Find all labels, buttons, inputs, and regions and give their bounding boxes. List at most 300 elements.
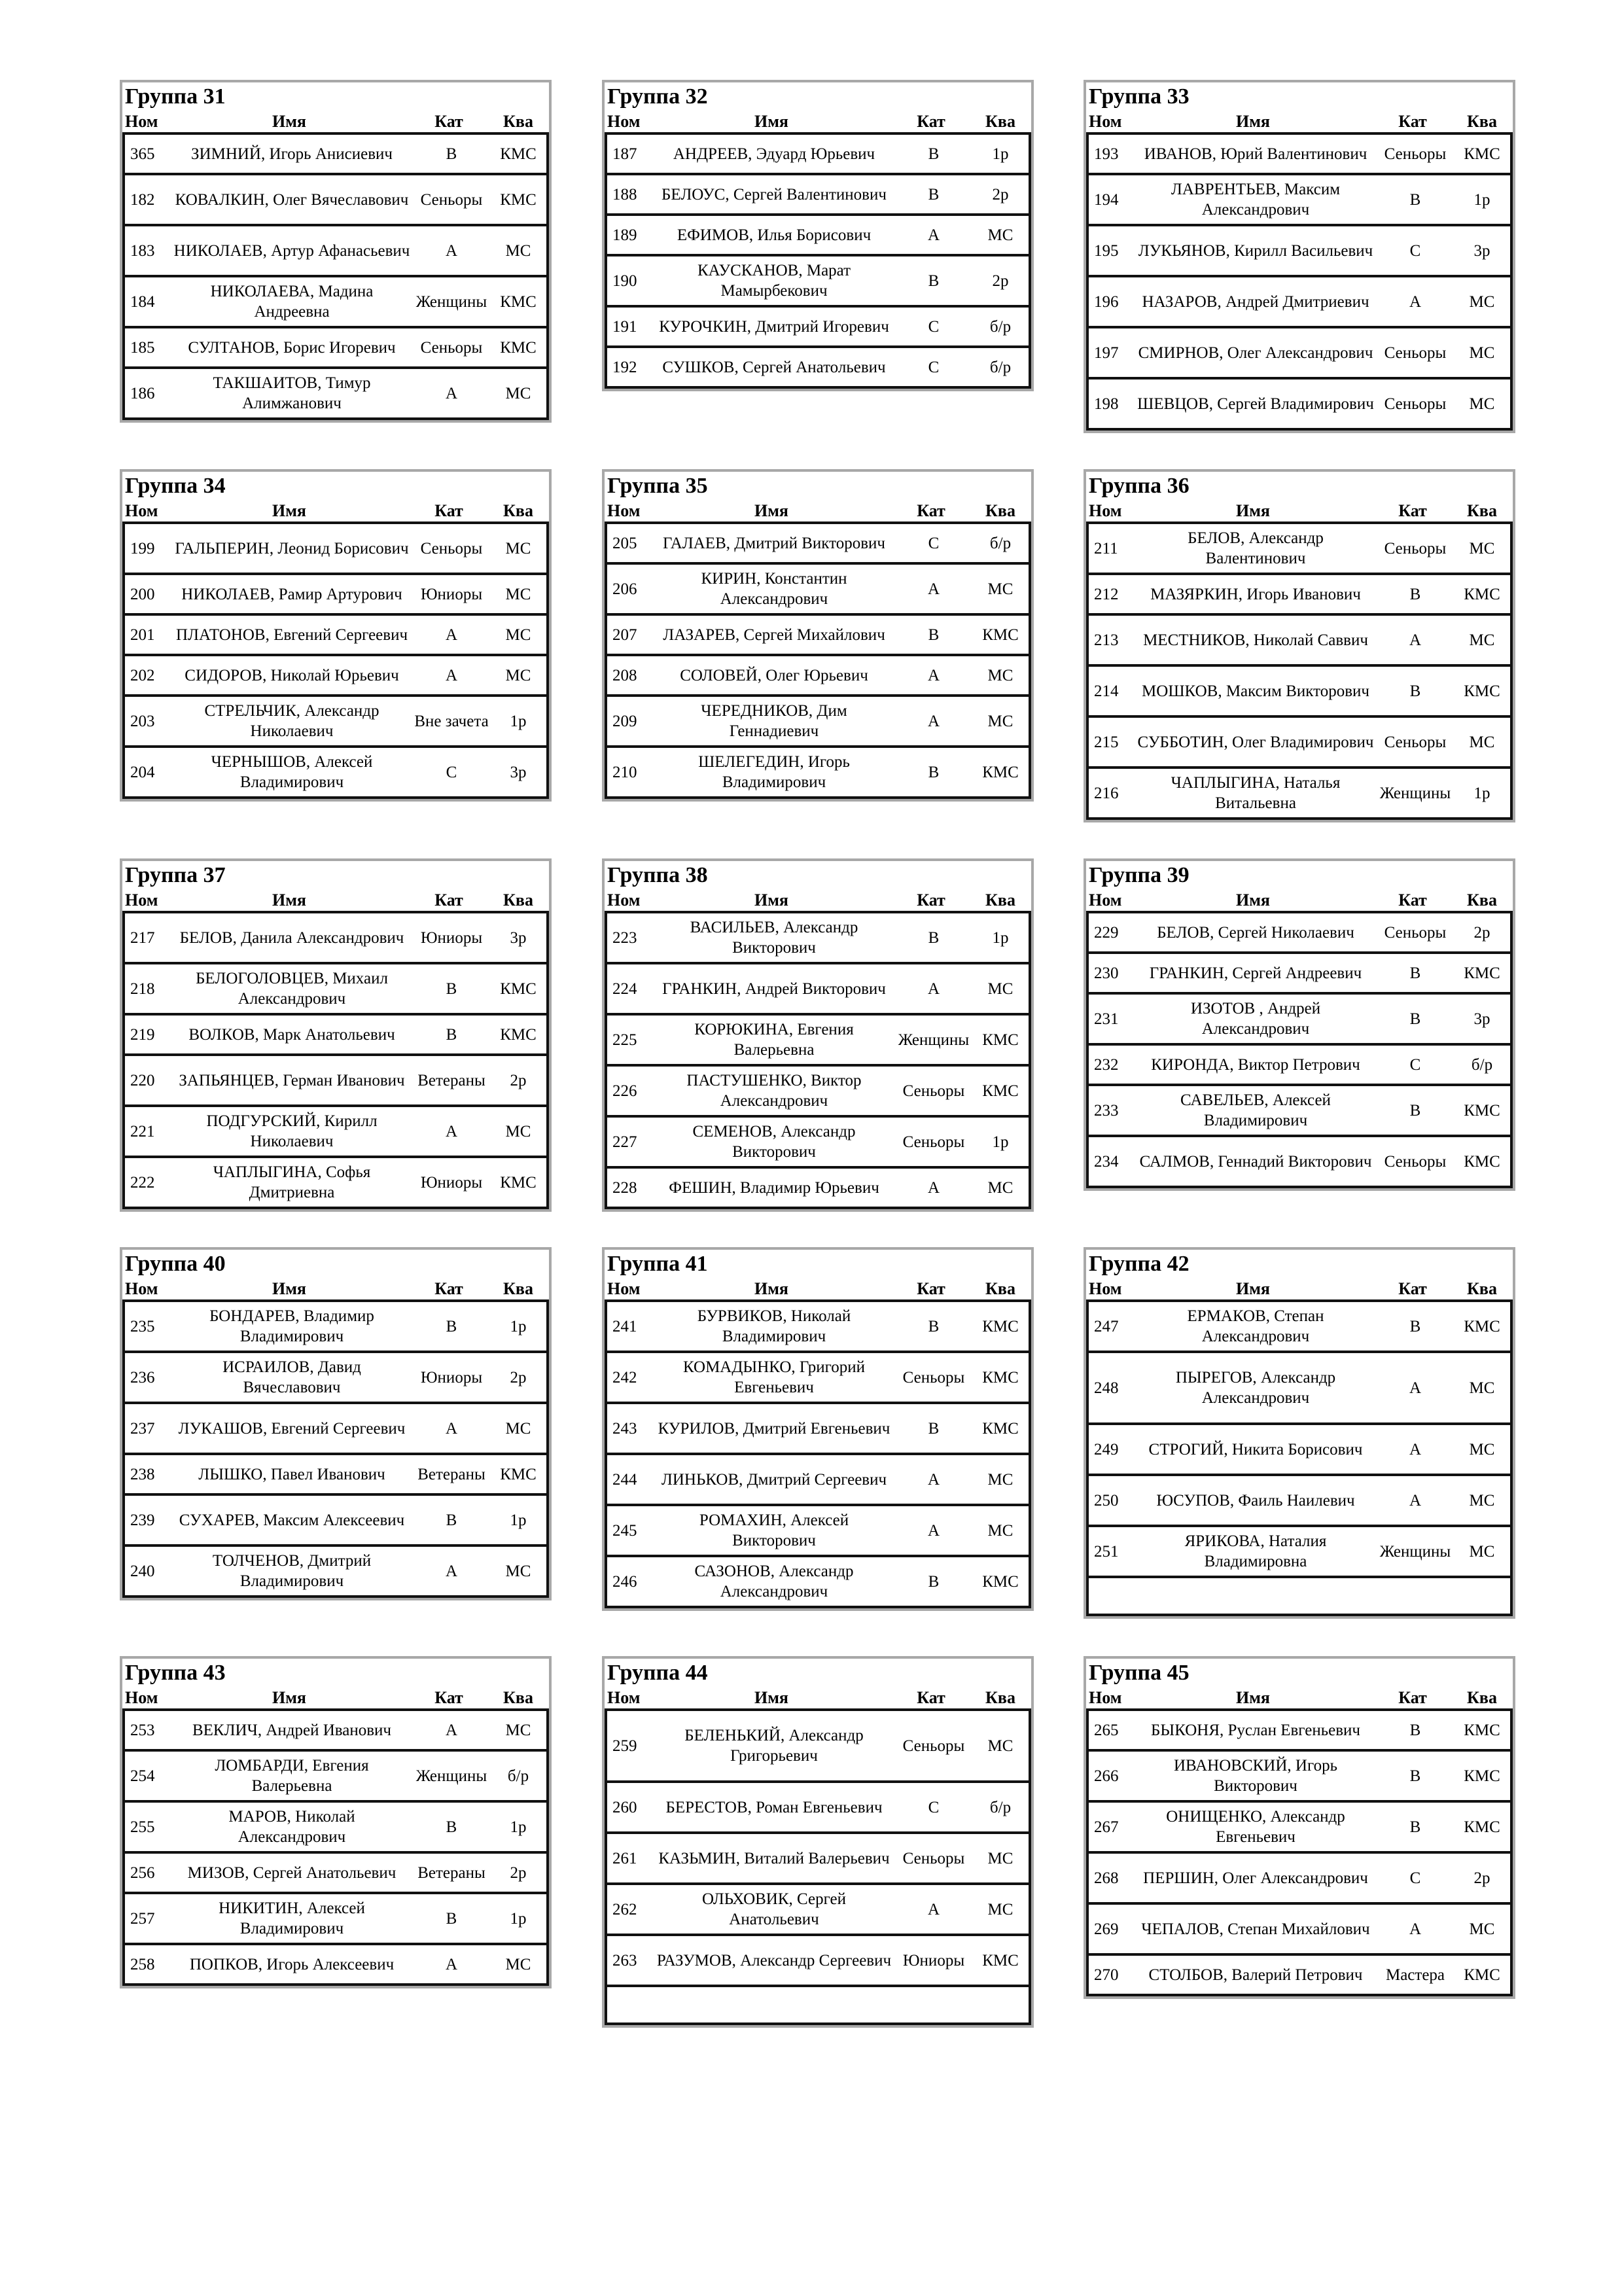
table-row [607,1711,1029,1783]
cell-name: МИЗОВ, Сергей Анатольевич [187,1863,397,1882]
cell-name: КАЗЬМИН, Виталий Валерьевич [658,1849,890,1867]
cell-kva: КМС [982,1419,1019,1438]
cell-name: ЛАЗАРЕВ, Сергей Михайлович [663,626,885,644]
header-cat: Кат [917,1279,945,1298]
cell-num: 229 [1094,923,1119,942]
cell-num: 193 [1094,145,1119,163]
cell-cat: С [928,534,940,552]
cell-kva: МС [1469,292,1495,311]
table-row [1089,175,1510,226]
cell-num: 246 [612,1572,637,1591]
cell-kva: 1р [1473,190,1490,209]
cell-name: НИКОЛАЕВА, Мадина Андреевна [210,283,374,321]
header-cat: Кат [1398,1688,1427,1707]
cell-name: СИДОРОВ, Николай Юрьевич [185,666,399,684]
cell-name: ТОЛЧЕНОВ, Дмитрий Владимирович [212,1552,372,1590]
cell-num: 232 [1094,1055,1119,1074]
cell-cat: С [1409,241,1421,260]
cell-cat: Сеньоры [902,1133,965,1151]
cell-cat: В [446,1909,457,1928]
cell-num: 259 [612,1737,637,1755]
group-title: Группа 44 [607,1661,708,1685]
table-header [122,111,549,135]
cell-name: ЛЫШКО, Павел Иванович [198,1465,385,1483]
empty-row [1089,1578,1510,1616]
cell-kva: МС [1469,1491,1495,1510]
group-table [602,1656,1034,2028]
cell-cat: В [928,928,940,947]
cell-kva: 3р [510,928,527,947]
cell-cat: Юниоры [420,1368,483,1386]
cell-kva: МС [1469,344,1495,362]
cell-num: 187 [612,145,637,163]
cell-kva: б/р [507,1767,529,1785]
cell-num: 267 [1094,1818,1119,1836]
table-row [607,964,1029,1016]
header-cat: Кат [917,112,945,131]
table-row [1089,135,1510,175]
cell-num: 195 [1094,241,1119,260]
table-row [1089,226,1510,277]
table-row [125,697,546,748]
cell-name: ТАКШАИТОВ, Тимур Алимжанович [213,374,371,412]
cell-kva: 2р [510,1863,527,1882]
cell-name: МЕСТНИКОВ, Николай Саввич [1143,631,1368,649]
cell-name: АНДРЕЕВ, Эдуард Юрьевич [673,145,875,163]
table-row [1089,1353,1510,1425]
cell-num: 185 [130,338,155,357]
table-row [1089,524,1510,575]
table-row [1089,1086,1510,1137]
header-num: Ном [607,501,641,520]
cell-cat: А [1409,631,1422,649]
cell-kva: 2р [510,1368,527,1386]
table-header [1086,111,1513,135]
cell-cat: В [928,185,940,203]
cell-cat: Сеньоры [1384,145,1447,163]
header-name: Имя [272,1688,306,1707]
cell-num: 224 [612,980,637,998]
table-row [125,1107,546,1158]
table-row [1089,277,1510,328]
cell-cat: Юниоры [420,585,483,603]
table-row [1089,913,1510,954]
cell-kva: МС [987,1900,1014,1918]
cell-kva: МС [1469,1440,1495,1458]
group-title: Группа 32 [607,84,708,109]
cell-name: ПОДГУРСКИЙ, Кирилл Николаевич [206,1112,378,1150]
table-body [1086,1711,1513,1996]
header-kva: Ква [985,1688,1015,1707]
cell-kva: КМС [1464,682,1500,700]
table-row [125,1056,546,1107]
cell-name: НАЗАРОВ, Андрей Дмитриевич [1142,292,1369,311]
cell-kva: 3р [510,763,527,781]
cell-cat: А [927,980,940,998]
cell-cat: Юниоры [420,928,483,947]
cell-cat: Сеньоры [420,338,483,357]
cell-cat: А [445,241,458,260]
cell-cat: С [928,1798,940,1816]
cell-cat: Сеньоры [1384,923,1447,942]
cell-name: РАЗУМОВ, Александр Сергеевич [656,1951,892,1969]
header-kva: Ква [503,891,533,910]
cell-name: СМИРНОВ, Олег Александрович [1138,344,1373,362]
header-cat: Кат [917,1688,945,1707]
table-body [122,1711,549,1986]
cell-kva: КМС [982,1951,1019,1969]
cell-cat: А [927,712,940,730]
cell-kva: МС [987,1737,1014,1755]
cell-cat: А [927,1521,940,1540]
cell-num: 198 [1094,395,1119,413]
cell-num: 365 [130,145,155,163]
cell-num: 197 [1094,344,1119,362]
cell-num: 208 [612,666,637,684]
cell-num: 263 [612,1951,637,1969]
cell-cat: В [928,1572,940,1591]
cell-num: 196 [1094,292,1119,311]
cell-name: СУЛТАНОВ, Борис Игоревич [188,338,396,357]
table-row [607,524,1029,565]
cell-name: САЛМОВ, Геннадий Викторович [1139,1152,1372,1171]
table-row [1089,1302,1510,1353]
cell-cat: А [1409,292,1422,311]
cell-name: САЗОНОВ, Александр Александрович [694,1563,854,1600]
table-row [125,1158,546,1209]
header-num: Ном [607,891,641,910]
table-header [122,1279,549,1302]
cell-cat: Сеньоры [902,1737,965,1755]
cell-kva: МС [1469,539,1495,557]
cell-name: КИРИН, Константин Александрович [701,570,847,608]
table-row [125,1547,546,1598]
cell-cat: В [1409,682,1421,700]
cell-num: 189 [612,226,637,244]
table-row [607,1455,1029,1506]
table-row [607,1783,1029,1834]
group-title: Группа 38 [607,863,708,887]
cell-cat: Юниоры [420,1173,483,1192]
header-cat: Кат [434,112,463,131]
header-kva: Ква [1467,501,1497,520]
group-table [1084,469,1515,822]
cell-name: ЧЕПАЛОВ, Степан Михайлович [1141,1920,1370,1938]
header-num: Ном [1089,1688,1122,1707]
cell-num: 238 [130,1465,155,1483]
cell-cat: Женщины [415,292,487,311]
header-kva: Ква [1467,1279,1497,1298]
table-header [1086,501,1513,524]
cell-name: ИСРАИЛОВ, Давид Вячеславович [222,1358,361,1396]
cell-num: 261 [612,1849,637,1867]
table-row [607,1506,1029,1557]
cell-kva: КМС [1464,585,1500,603]
cell-name: КОМАДЫНКО, Григорий Евгеньевич [682,1358,866,1396]
table-row [125,748,546,799]
cell-name: РОМАХИН, Алексей Викторович [699,1511,849,1549]
group-table [602,80,1034,391]
cell-kva: МС [505,1562,531,1580]
cell-kva: КМС [500,1465,537,1483]
header-kva: Ква [1467,891,1497,910]
header-name: Имя [272,112,306,131]
cell-cat: А [927,1178,940,1197]
cell-kva: МС [987,712,1014,730]
cell-num: 219 [130,1025,155,1044]
cell-kva: КМС [1464,1152,1500,1171]
cell-num: 228 [612,1178,637,1197]
cell-num: 184 [130,292,155,311]
table-row [125,369,546,420]
group-table [602,469,1034,802]
cell-num: 253 [130,1721,155,1739]
cell-kva: КМС [1464,1101,1500,1120]
cell-cat: В [1409,1767,1421,1785]
cell-cat: Сеньоры [1384,539,1447,557]
cell-name: ОЛЬХОВИК, Сергей Анатольевич [701,1890,847,1928]
table-row [1089,995,1510,1046]
cell-name: СУХАРЕВ, Максим Алексеевич [179,1511,405,1529]
table-body [1086,524,1513,820]
cell-num: 194 [1094,190,1119,209]
header-num: Ном [607,1688,641,1707]
cell-cat: Вне зачета [414,712,489,730]
header-cat: Кат [434,1279,463,1298]
table-row [1089,1476,1510,1527]
table-row [125,616,546,656]
header-kva: Ква [985,501,1015,520]
table-row [1089,1527,1510,1578]
group-title: Группа 41 [607,1252,708,1276]
table-row [1089,575,1510,616]
cell-num: 265 [1094,1721,1119,1739]
group-title: Группа 40 [125,1252,226,1276]
header-cat: Кат [917,891,945,910]
cell-kva: МС [505,1721,531,1739]
header-kva: Ква [503,1688,533,1707]
header-kva: Ква [503,501,533,520]
cell-cat: В [928,763,940,781]
cell-name: СУШКОВ, Сергей Анатольевич [662,358,886,376]
cell-num: 186 [130,384,155,402]
table-header [1086,1279,1513,1302]
header-name: Имя [272,501,306,520]
cell-cat: В [1409,1101,1421,1120]
cell-name: БЕРЕСТОВ, Роман Евгеньевич [665,1798,883,1816]
cell-num: 255 [130,1818,155,1836]
cell-name: ЯРИКОВА, Наталия Владимировна [1184,1532,1327,1570]
cell-cat: А [927,1900,940,1918]
cell-cat: Сеньоры [420,539,483,557]
cell-kva: КМС [982,1082,1019,1100]
cell-kva: КМС [982,1368,1019,1386]
header-num: Ном [607,112,641,131]
table-row [125,135,546,175]
cell-cat: Сеньоры [1384,733,1447,751]
cell-cat: С [928,358,940,376]
cell-cat: Мастера [1385,1966,1445,1984]
header-num: Ном [125,501,158,520]
cell-name: КИРОНДА, Виктор Петрович [1151,1055,1360,1074]
table-header [605,501,1031,524]
table-row [1089,1711,1510,1752]
group-table [1084,1247,1515,1619]
cell-cat: В [928,1317,940,1335]
cell-name: ОНИЩЕНКО, Александр Евгеньевич [1166,1808,1345,1846]
table-body [122,913,549,1209]
table-row [1089,1956,1510,1996]
cell-kva: МС [1469,631,1495,649]
cell-num: 237 [130,1419,155,1438]
cell-kva: 2р [1473,1869,1490,1887]
table-row [607,1118,1029,1169]
cell-name: БЕЛОВ, Александр Валентинович [1188,529,1324,567]
table-row [125,1854,546,1894]
table-row [607,1885,1029,1936]
cell-name: ФЕШИН, Владимир Юрьевич [669,1178,879,1197]
cell-num: 191 [612,317,637,336]
group-title: Группа 43 [125,1661,226,1685]
header-name: Имя [1236,1279,1270,1298]
cell-cat: А [1409,1379,1422,1397]
cell-kva: КМС [500,190,537,209]
table-row [125,1455,546,1496]
cell-cat: Женщины [1379,784,1451,802]
cell-num: 270 [1094,1966,1119,1984]
cell-num: 213 [1094,631,1119,649]
header-name: Имя [1236,501,1270,520]
table-header [1086,1687,1513,1711]
cell-name: ПЫРЕГОВ, Александр Александрович [1175,1369,1336,1407]
cell-name: БОНДАРЕВ, Владимир Владимирович [209,1307,374,1345]
header-num: Ном [125,1279,158,1298]
cell-kva: МС [505,384,531,402]
table-row [1089,1425,1510,1476]
cell-name: ЕФИМОВ, Илья Борисович [677,226,872,244]
cell-kva: 1р [992,145,1009,163]
cell-name: КАУСКАНОВ, Марат Мамырбекович [697,262,851,300]
cell-cat: В [928,626,940,644]
cell-num: 218 [130,980,155,998]
cell-kva: МС [1469,395,1495,413]
table-row [607,1404,1029,1455]
cell-num: 239 [130,1511,155,1529]
table-row [1089,769,1510,820]
cell-kva: КМС [982,1031,1019,1049]
cell-cat: А [445,1721,458,1739]
cell-num: 222 [130,1173,155,1192]
table-row [607,216,1029,256]
cell-kva: б/р [1471,1055,1493,1074]
group-table [1084,80,1515,433]
table-row [1089,1854,1510,1905]
table-row [607,1067,1029,1118]
cell-name: ШЕВЦОВ, Сергей Владимирович [1137,395,1374,413]
cell-num: 183 [130,241,155,260]
table-row [607,1353,1029,1404]
cell-name: НИКОЛАЕВ, Артур Афанасьевич [173,241,410,260]
cell-kva: 2р [510,1071,527,1089]
group-title: Группа 31 [125,84,226,109]
table-row [1089,616,1510,667]
cell-kva: б/р [989,534,1012,552]
cell-num: 203 [130,712,155,730]
table-header [122,501,549,524]
table-body [605,135,1031,389]
header-cat: Кат [1398,1279,1427,1298]
cell-name: СТРОГИЙ, Никита Борисович [1148,1440,1363,1458]
cell-kva: б/р [989,317,1012,336]
cell-name: СЕМЕНОВ, Александр Викторович [692,1123,856,1161]
cell-kva: МС [505,241,531,260]
cell-kva: МС [1469,733,1495,751]
table-row [607,348,1029,389]
cell-num: 211 [1094,539,1118,557]
cell-kva: 1р [992,928,1009,947]
table-body [1086,913,1513,1188]
cell-name: НИКИТИН, Алексей Владимирович [219,1899,365,1937]
cell-name: БЕЛОУС, Сергей Валентинович [661,185,887,203]
table-row [607,565,1029,616]
cell-cat: А [1409,1440,1422,1458]
group-table [120,1247,552,1600]
cell-num: 260 [612,1798,637,1816]
cell-name: ЧЕРЕДНИКОВ, Дим Геннадиевич [701,702,847,740]
table-row [125,328,546,369]
cell-name: КОВАЛКИН, Олег Вячеславович [175,190,409,209]
cell-cat: В [928,1419,940,1438]
table-row [125,1803,546,1854]
cell-cat: Женщины [898,1031,970,1049]
cell-name: СУББОТИН, Олег Владимирович [1137,733,1374,751]
cell-num: 231 [1094,1010,1119,1028]
cell-num: 235 [130,1317,155,1335]
table-row [1089,1137,1510,1188]
header-cat: Кат [434,501,463,520]
table-row [1089,1803,1510,1854]
cell-kva: 2р [1473,923,1490,942]
cell-num: 245 [612,1521,637,1540]
cell-name: БЕЛОВ, Данила Александрович [179,928,404,947]
cell-num: 225 [612,1031,637,1049]
cell-name: ПЛАТОНОВ, Евгений Сергеевич [175,626,408,644]
cell-cat: В [446,1818,457,1836]
cell-cat: А [445,666,458,684]
cell-kva: МС [1469,1542,1495,1561]
empty-row [607,1987,1029,2025]
cell-name: ЮСУПОВ, Фаиль Наилевич [1156,1491,1355,1510]
header-kva: Ква [503,112,533,131]
cell-kva: КМС [982,1572,1019,1591]
cell-num: 217 [130,928,155,947]
table-row [125,1711,546,1752]
cell-cat: Ветераны [417,1863,485,1882]
cell-kva: МС [987,666,1014,684]
cell-name: ИВАНОВ, Юрий Валентинович [1144,145,1367,163]
cell-name: ИВАНОВСКИЙ, Игорь Викторович [1173,1757,1338,1795]
table-header [605,1279,1031,1302]
table-row [607,697,1029,748]
header-num: Ном [125,112,158,131]
header-name: Имя [754,891,788,910]
cell-cat: С [1409,1055,1421,1074]
cell-kva: МС [505,1122,531,1140]
cell-num: 216 [1094,784,1119,802]
cell-cat: Ветераны [417,1071,485,1089]
header-kva: Ква [985,1279,1015,1298]
table-body [605,1302,1031,1608]
